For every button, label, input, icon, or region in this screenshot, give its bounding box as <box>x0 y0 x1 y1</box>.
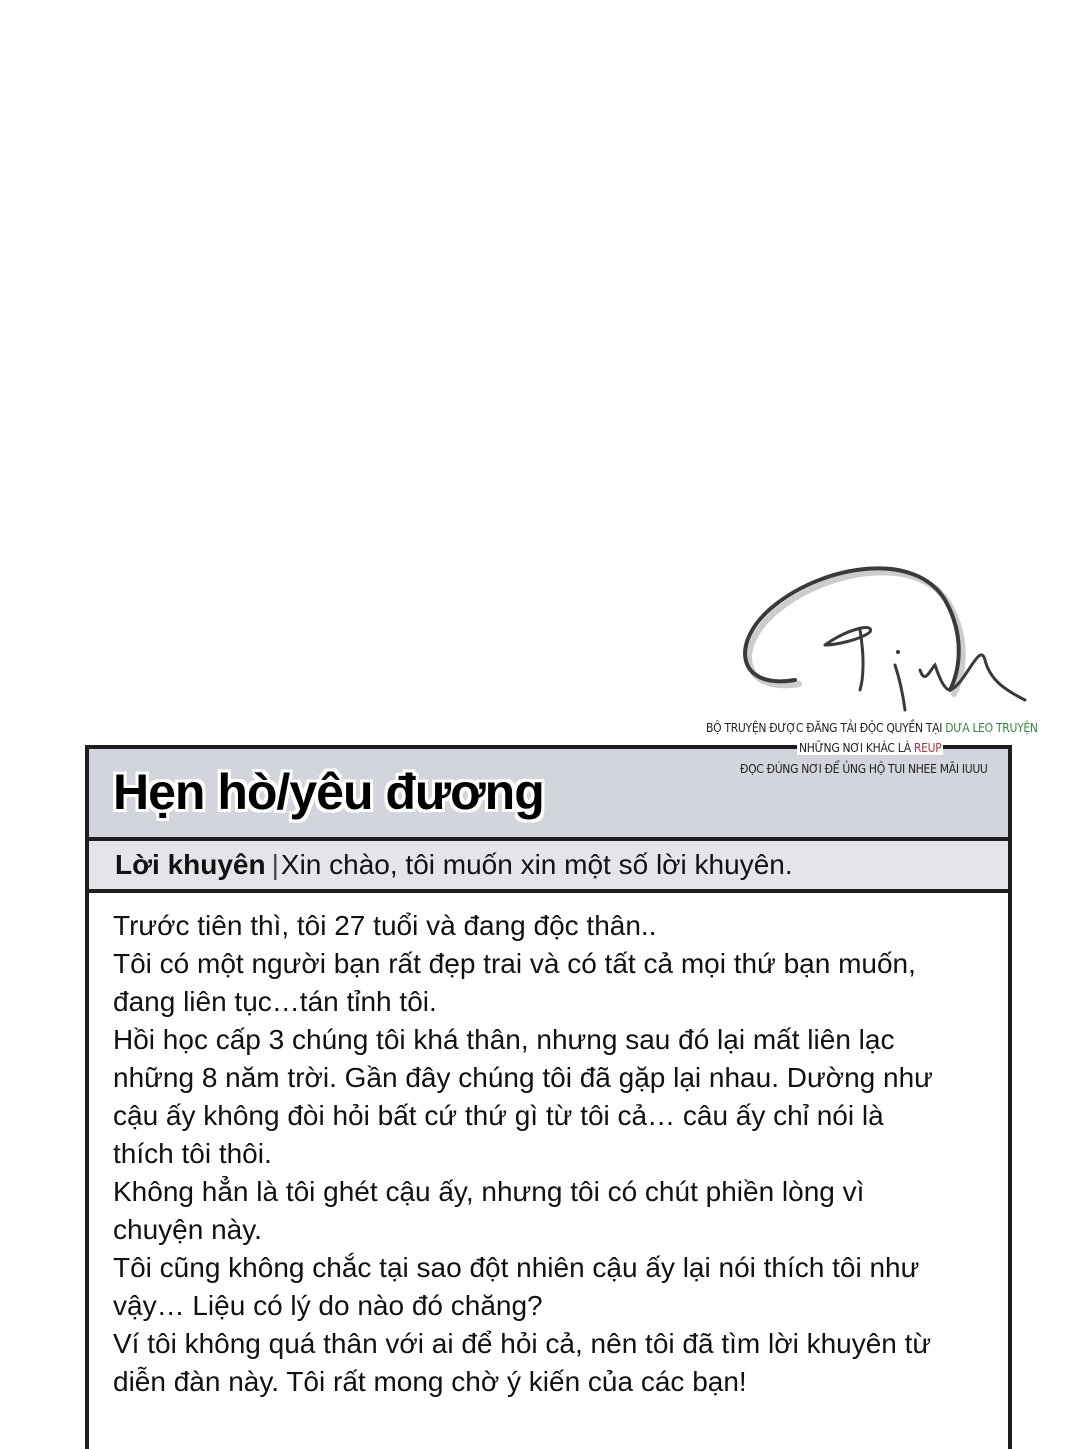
post-body <box>89 893 1008 1401</box>
post-tag: Lời khuyên <box>115 849 266 880</box>
watermark-reup: REUP <box>913 741 942 755</box>
post-subject-bar <box>89 841 1008 893</box>
post-line: diễn đàn này. Tôi rất mong chờ ý kiến của các bạn! <box>113 1366 747 1397</box>
post-line: Không hẳn là tôi ghét cậu ấy, nhưng tôi có chút phiền lòng vì <box>113 1176 865 1207</box>
post-subject: Xin chào, tôi muốn xin một số lời khuyên. <box>280 849 793 880</box>
post-line: cậu ấy không đòi hỏi bất cứ thứ gì từ tôi cả… câu ấy chỉ nói là <box>113 1100 884 1131</box>
post-line: Ví tôi không quá thân với ai để hỏi cả, nên tôi đã tìm lời khuyên từ <box>113 1328 932 1359</box>
post-line: đang liên tục…tán tỉnh tôi. <box>113 986 437 1017</box>
watermark-line-2 <box>797 741 943 755</box>
watermark-line-1 <box>706 721 1038 735</box>
post-line: Tôi cũng không chắc tại sao đột nhiên cậu ấy lại nói thích tôi như <box>113 1252 920 1283</box>
post-line: Hồi học cấp 3 chúng tôi khá thân, nhưng sau đó lại mất liên lạc <box>113 1024 895 1055</box>
separator: | <box>271 849 279 880</box>
post-line: những 8 năm trời. Gần đây chúng tôi đã gặp lại nhau. Dường như <box>113 1062 933 1093</box>
post-line: thích tôi thôi. <box>113 1138 272 1169</box>
watermark-text: NHỮNG NƠI KHÁC LÀ <box>799 741 914 755</box>
post-line: Trước tiên thì, tôi 27 tuổi và đang độc thân.. <box>113 910 657 941</box>
watermark-text: BỘ TRUYỆN ĐƯỢC ĐĂNG TẢI ĐỘC QUYỀN TẠI <box>706 721 946 735</box>
post-line: chuyện này. <box>113 1214 262 1245</box>
watermark-site: DƯA LEO TRUYỆN <box>945 721 1038 735</box>
signature-logo <box>735 560 1035 720</box>
post-line: vậy… Liệu có lý do nào đó chăng? <box>113 1290 543 1321</box>
post-category-title: Hẹn hò/yêu đương <box>113 764 544 820</box>
forum-post-panel <box>85 745 1012 1449</box>
post-line: Tôi có một người bạn rất đẹp trai và có tất cả mọi thứ bạn muốn, <box>113 948 916 979</box>
watermark-line-3: ĐỌC ĐÚNG NƠI ĐỂ ỦNG HỘ TUI NHEE MÃI IUUU <box>740 762 988 776</box>
